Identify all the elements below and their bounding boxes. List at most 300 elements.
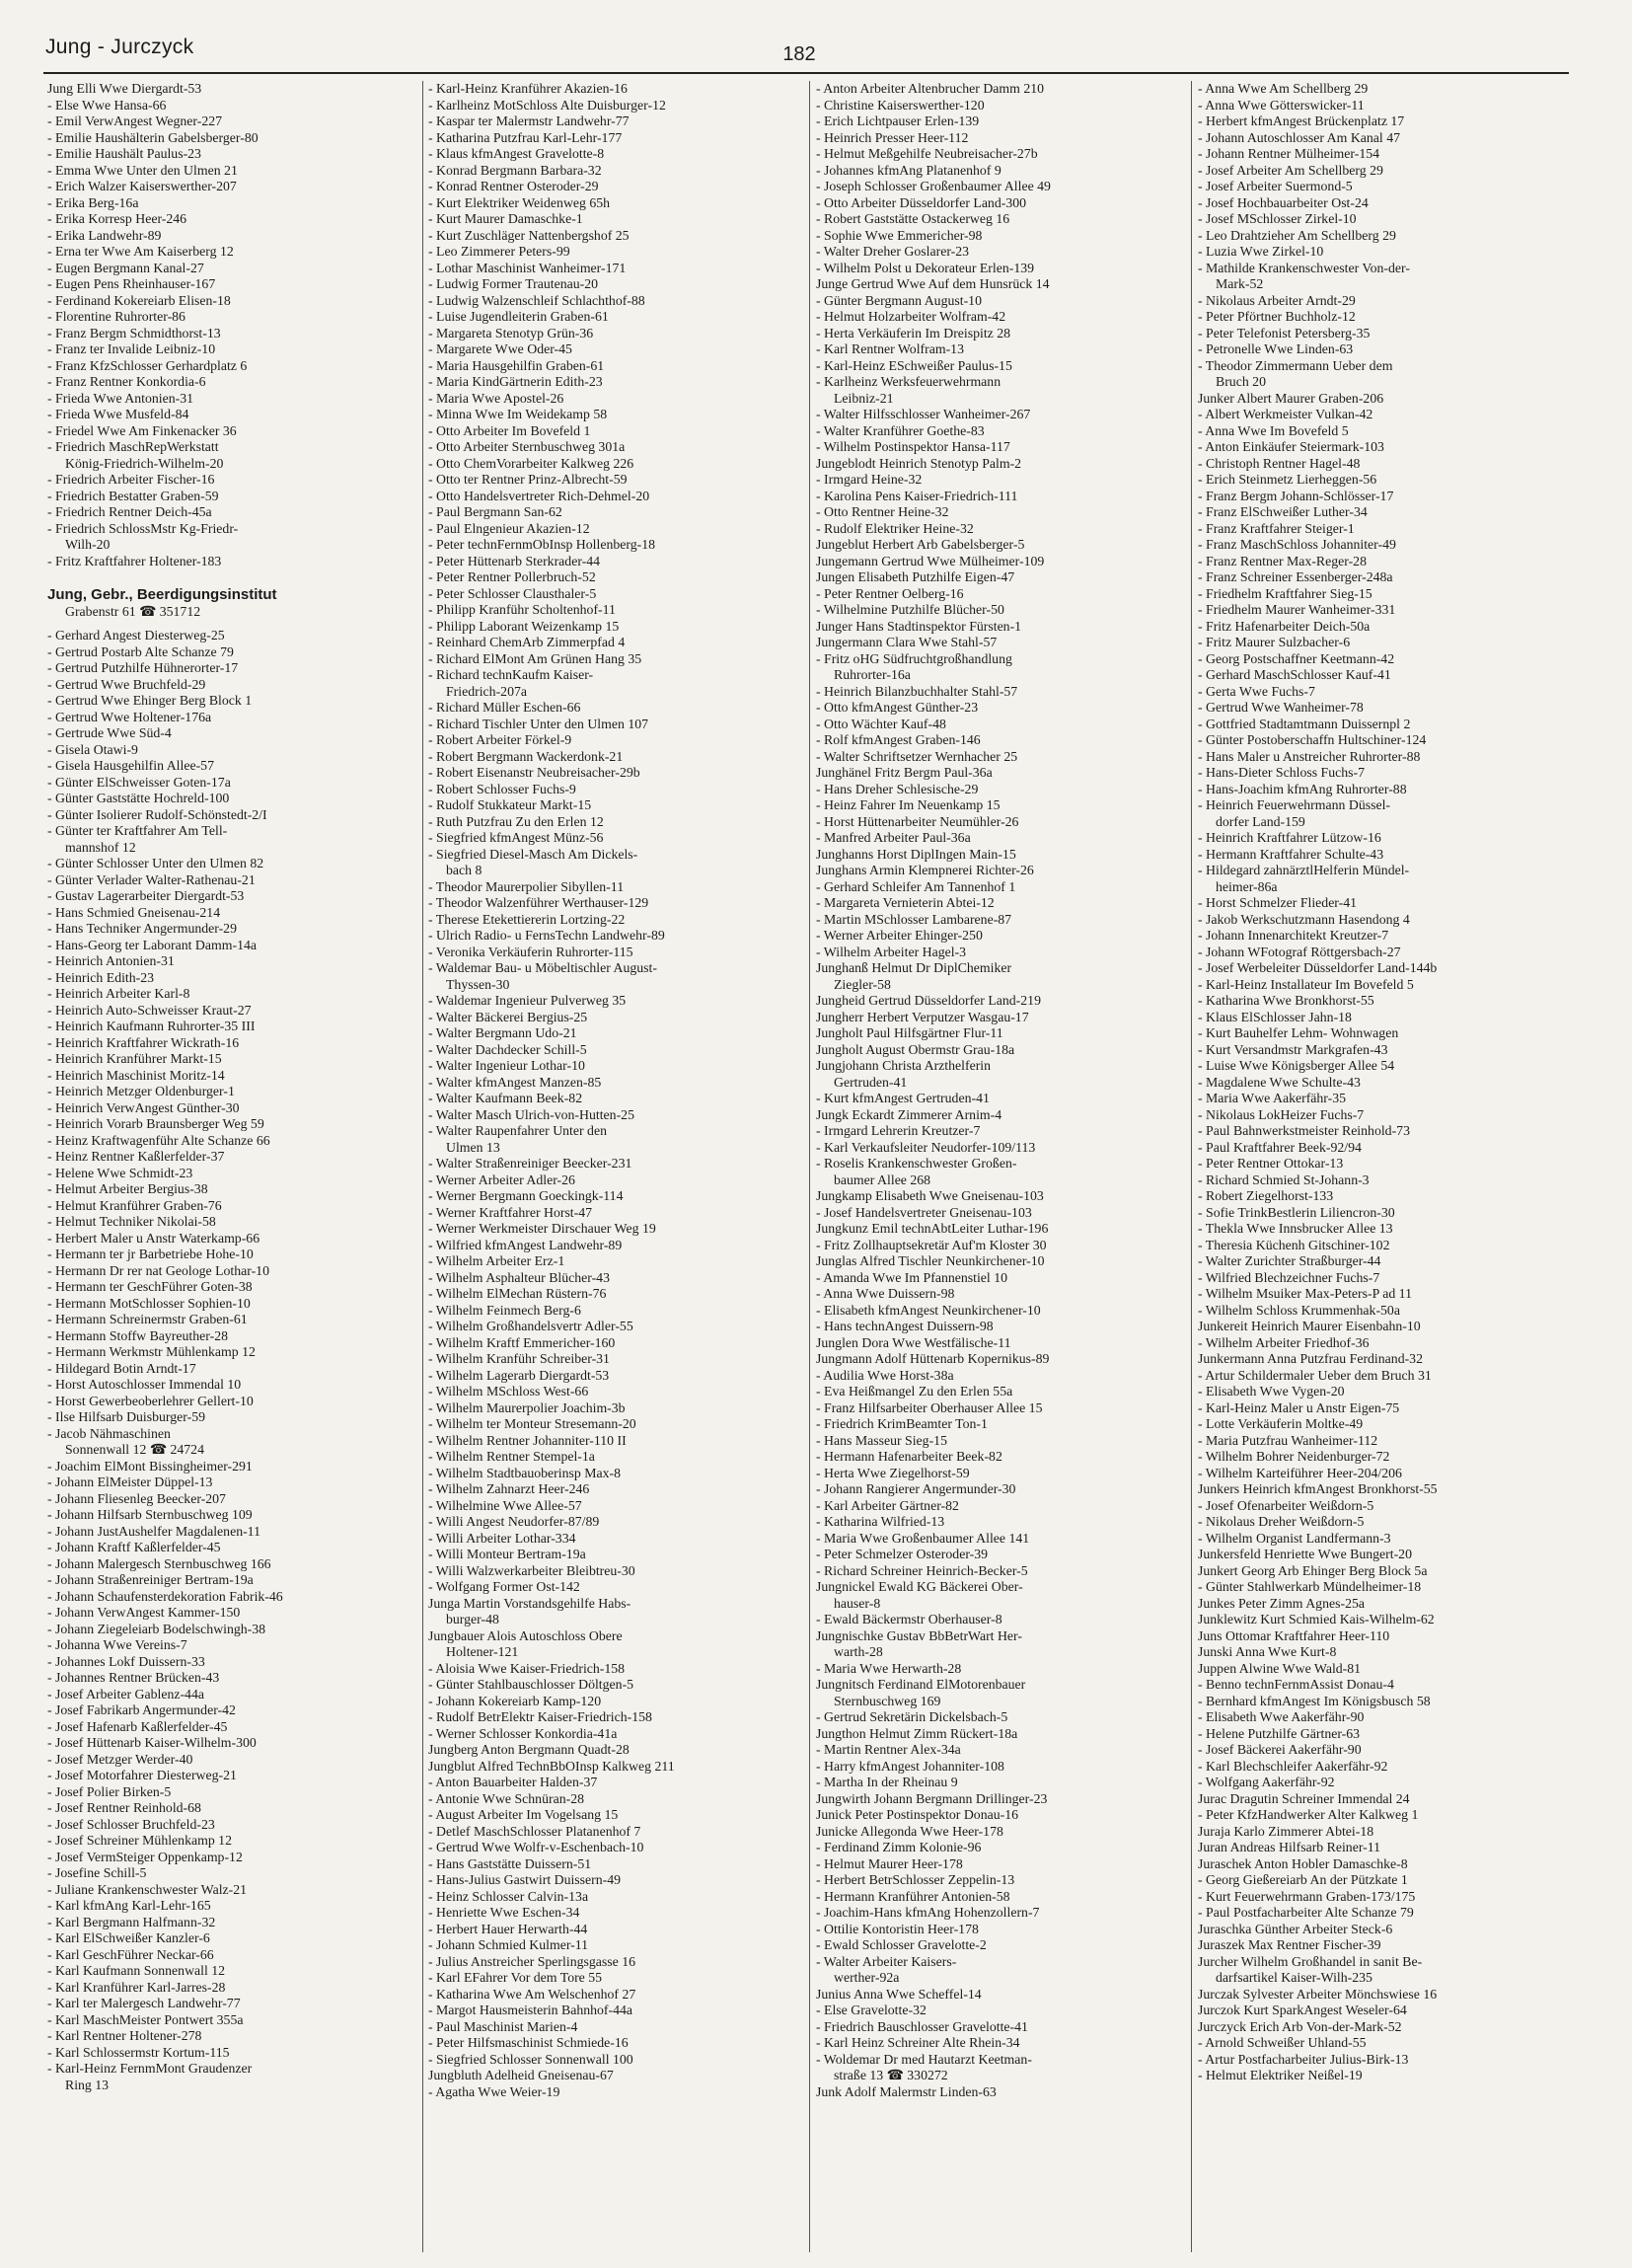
directory-entry: - Wilhelm Arbeiter Hagel-3 bbox=[816, 944, 967, 959]
directory-entry: - Petronelle Wwe Linden-63 bbox=[1198, 341, 1354, 356]
directory-entry: - Kurt Feuerwehrmann Graben-173/175 bbox=[1198, 1888, 1416, 1904]
directory-entry: - Hans Maler u Anstreicher Ruhrorter-88 bbox=[1198, 748, 1421, 764]
directory-entry: - Klaus ElSchlosser Jahn-18 bbox=[1198, 1009, 1352, 1024]
directory-entry: - Otto ChemVorarbeiter Kalkweg 226 bbox=[428, 455, 634, 471]
directory-entry: - Robert Arbeiter Förkel-9 bbox=[428, 732, 572, 747]
directory-entry: - Wilfried kfmAngest Landwehr-89 bbox=[428, 1237, 623, 1252]
directory-entry: - Wilhelm Großhandelsvertr Adler-55 bbox=[428, 1319, 633, 1333]
directory-entry: Jurcher Wilhelm Großhandel in sanit Be- bbox=[1198, 1953, 1423, 1969]
directory-entry: - Theodor Zimmermann Ueber dem bbox=[1198, 357, 1393, 373]
directory-entry: - Karl kfmAng Karl-Lehr-165 bbox=[47, 1898, 211, 1913]
directory-entry: - Hans technAngest Duissern-98 bbox=[816, 1319, 994, 1333]
directory-entry: Jurac Dragutin Schreiner Immendal 24 bbox=[1198, 1790, 1410, 1806]
directory-entry: Jungeblut Herbert Arb Gabelsberger-5 bbox=[816, 537, 1025, 552]
directory-entry: Jungbauer Alois Autoschloss Obere bbox=[428, 1627, 623, 1643]
entry-continuation: straße 13 ☎ 330272 bbox=[834, 2068, 948, 2082]
directory-entry: - Walter Bergmann Udo-21 bbox=[428, 1025, 577, 1040]
entry-continuation: warth-28 bbox=[834, 1644, 883, 1659]
directory-entry: - Heinz Fahrer Im Neuenkamp 15 bbox=[816, 797, 1001, 812]
directory-entry: - Emilie Haushälterin Gabelsberger-80 bbox=[47, 129, 259, 145]
directory-entry: - Hermann Schreinermstr Graben-61 bbox=[47, 1312, 248, 1326]
directory-entry: Jungeblodt Heinrich Stenotyp Palm-2 bbox=[816, 455, 1022, 471]
directory-entry: - Gertrud Wwe Holtener-176a bbox=[47, 709, 212, 724]
directory-entry: - Josefine Schill-5 bbox=[47, 1865, 147, 1880]
directory-entry: - Johann Hilfsarb Sternbuschweg 109 bbox=[47, 1507, 253, 1522]
directory-entry: - Karl Rentner Wolfram-13 bbox=[816, 341, 964, 356]
directory-entry: - Walter Schriftsetzer Wernhacher 25 bbox=[816, 748, 1018, 764]
directory-entry: - Heinrich Antonien-31 bbox=[47, 953, 175, 968]
entry-continuation: dorfer Land-159 bbox=[1216, 813, 1305, 829]
directory-entry: - Gustav Lagerarbeiter Diergardt-53 bbox=[47, 888, 245, 903]
directory-entry: - Artur Schildermaler Ueber dem Bruch 31 bbox=[1198, 1367, 1432, 1383]
entry-continuation: Gertruden-41 bbox=[834, 1074, 908, 1090]
directory-entry: - Hans-Georg ter Laborant Damm-14a bbox=[47, 937, 257, 952]
directory-entry: - Christoph Rentner Hagel-48 bbox=[1198, 455, 1361, 471]
column-divider bbox=[1191, 81, 1192, 2252]
spacer bbox=[47, 620, 417, 628]
directory-entry: - Waldemar Bau- u Möbeltischler August- bbox=[428, 960, 657, 975]
directory-entry: Juppen Alwine Wwe Wald-81 bbox=[1198, 1660, 1362, 1676]
directory-entry: - Johann Autoschlosser Am Kanal 47 bbox=[1198, 129, 1401, 145]
directory-entry: - Werner Kraftfahrer Horst-47 bbox=[428, 1204, 593, 1220]
directory-entry: - Karl Arbeiter Gärtner-82 bbox=[816, 1497, 959, 1513]
directory-entry: - Anton Arbeiter Altenbrucher Damm 210 bbox=[816, 81, 1045, 96]
directory-entry: - Emma Wwe Unter den Ulmen 21 bbox=[47, 162, 238, 178]
directory-entry: - Heinrich Auto-Schweisser Kraut-27 bbox=[47, 1002, 252, 1018]
directory-entry: - Siegfried kfmAngest Münz-56 bbox=[428, 830, 604, 845]
directory-entry: - Katharina Putzfrau Karl-Lehr-177 bbox=[428, 129, 623, 145]
directory-entry: - Erich Walzer Kaiserswerther-207 bbox=[47, 179, 237, 193]
directory-entry: - Roselis Krankenschwester Großen- bbox=[816, 1156, 1017, 1171]
directory-entry: - Minna Wwe Im Weidekamp 58 bbox=[428, 407, 608, 421]
directory-entry: Jungkunz Emil technAbtLeiter Luthar-196 bbox=[816, 1221, 1049, 1236]
directory-entry: - Ottilie Kontoristin Heer-178 bbox=[816, 1921, 979, 1936]
directory-entry: - Gerta Wwe Fuchs-7 bbox=[1198, 683, 1315, 699]
directory-entry: - Fritz Kraftfahrer Holtener-183 bbox=[47, 553, 222, 568]
directory-entry: - Jakob Werkschutzmann Hasendong 4 bbox=[1198, 911, 1410, 927]
directory-entry: - Franz Bergm Johann-Schlösser-17 bbox=[1198, 488, 1394, 503]
directory-entry: - Karl-Heinz ESchweißer Paulus-15 bbox=[816, 357, 1012, 373]
directory-entry: - Günter Postoberschaffn Hultschiner-124 bbox=[1198, 732, 1427, 747]
directory-entry: - Johann Malergesch Sternbuschweg 166 bbox=[47, 1555, 271, 1571]
directory-entry: Jungnitsch Ferdinand ElMotorenbauer bbox=[816, 1677, 1026, 1692]
directory-entry: - Walter Kaufmann Beek-82 bbox=[428, 1091, 583, 1105]
directory-entry: - Irmgard Lehrerin Kreutzer-7 bbox=[816, 1123, 981, 1138]
directory-entry: - Richard technKaufm Kaiser- bbox=[428, 667, 594, 682]
directory-entry: - Hans-Julius Gastwirt Duissern-49 bbox=[428, 1872, 622, 1887]
directory-entry: - Fritz Maurer Sulzbacher-6 bbox=[1198, 635, 1351, 649]
directory-entry: - Helmut Meßgehilfe Neubreisacher-27b bbox=[816, 146, 1038, 161]
directory-entry: - Herbert kfmAngest Brückenplatz 17 bbox=[1198, 113, 1405, 128]
directory-entry: - Walter Bäckerei Bergius-25 bbox=[428, 1009, 588, 1024]
directory-entry: Junick Peter Postinspektor Donau-16 bbox=[816, 1807, 1019, 1822]
directory-entry: - Mathilde Krankenschwester Von-der- bbox=[1198, 260, 1410, 275]
directory-entry: Jungherr Herbert Verputzer Wasgau-17 bbox=[816, 1009, 1029, 1024]
entry-continuation: Holtener-121 bbox=[446, 1644, 519, 1659]
directory-entry: - Helmut Kranführer Graben-76 bbox=[47, 1197, 222, 1213]
entry-continuation: Sonnenwall 12 ☎ 24724 bbox=[65, 1442, 204, 1457]
directory-entry: Jungkamp Elisabeth Wwe Gneisenau-103 bbox=[816, 1188, 1044, 1203]
directory-entry: - Wilhelm Organist Landfermann-3 bbox=[1198, 1530, 1391, 1546]
directory-entry: - Wilhelm Arbeiter Erz-1 bbox=[428, 1253, 565, 1268]
directory-entry: - Wilfried Blechzeichner Fuchs-7 bbox=[1198, 1269, 1380, 1285]
entry-continuation: Sternbuschweg 169 bbox=[834, 1693, 941, 1708]
directory-entry: - Walter Straßenreiniger Beecker-231 bbox=[428, 1156, 632, 1171]
directory-entry: - Nikolaus Arbeiter Arndt-29 bbox=[1198, 292, 1356, 308]
directory-entry: - Josef Hüttenarb Kaiser-Wilhelm-300 bbox=[47, 1735, 257, 1750]
directory-entry: Junkereit Heinrich Maurer Eisenbahn-10 bbox=[1198, 1319, 1421, 1333]
directory-entry: - Theodor Maurerpolier Sibyllen-11 bbox=[428, 878, 625, 894]
directory-entry: - Johann WFotograf Röttgersbach-27 bbox=[1198, 944, 1401, 959]
directory-entry: - Gertrud Sekretärin Dickelsbach-5 bbox=[816, 1709, 1008, 1724]
directory-entry: - Heinrich Edith-23 bbox=[47, 969, 155, 985]
directory-entry: Junghanß Helmut Dr DiplChemiker bbox=[816, 960, 1012, 975]
directory-entry: - Gertrud Wwe Ehinger Berg Block 1 bbox=[47, 693, 253, 708]
directory-entry: - Peter Rentner Oelberg-16 bbox=[816, 585, 964, 601]
directory-entry: - Johann Fliesenleg Beecker-207 bbox=[47, 1490, 226, 1506]
directory-entry: - Ferdinand Kokereiarb Elisen-18 bbox=[47, 292, 231, 308]
directory-entry: - Werner Arbeiter Adler-26 bbox=[428, 1172, 575, 1187]
directory-entry: - Georg Gießereiarb An der Pützkate 1 bbox=[1198, 1872, 1408, 1887]
directory-entry: - Erich Lichtpauser Erlen-139 bbox=[816, 113, 980, 128]
directory-entry: Junghans Armin Klempnerei Richter-26 bbox=[816, 863, 1034, 877]
directory-entry: - Helmut Arbeiter Bergius-38 bbox=[47, 1181, 208, 1196]
directory-entry: - Johann Kraftf Kaßlerfelder-45 bbox=[47, 1540, 221, 1554]
directory-entry: - Paul Bahnwerkstmeister Reinhold-73 bbox=[1198, 1123, 1410, 1138]
directory-entry: - Heinrich Presser Heer-112 bbox=[816, 129, 969, 145]
directory-entry: Jungthon Helmut Zimm Rückert-18a bbox=[816, 1725, 1018, 1741]
directory-entry: - Peter Rentner Ottokar-13 bbox=[1198, 1156, 1344, 1171]
directory-entry: - Willi Monteur Bertram-19a bbox=[428, 1547, 586, 1561]
directory-entry: - Nikolaus Dreher Weißdorn-5 bbox=[1198, 1514, 1365, 1529]
directory-entry: Jungmann Adolf Hüttenarb Kopernikus-89 bbox=[816, 1351, 1050, 1366]
directory-entry: - Friedrich SchlossMstr Kg-Friedr- bbox=[47, 520, 239, 536]
entry-continuation: hauser-8 bbox=[834, 1595, 881, 1611]
directory-entry: - Günter Stahlbauschlosser Döltgen-5 bbox=[428, 1677, 634, 1692]
directory-entry: - Anna Wwe Duissern-98 bbox=[816, 1286, 955, 1301]
directory-entry: - Franz Kraftfahrer Steiger-1 bbox=[1198, 520, 1355, 536]
directory-entry: - Philipp Kranführ Scholtenhof-11 bbox=[428, 602, 616, 617]
directory-entry: - Werner Arbeiter Ehinger-250 bbox=[816, 928, 983, 943]
directory-entry: - Karl-Heinz FernmMont Graudenzer bbox=[47, 2061, 253, 2076]
directory-entry: - Gertrud Postarb Alte Schanze 79 bbox=[47, 643, 234, 659]
directory-entry: - Friedel Wwe Am Finkenacker 36 bbox=[47, 422, 237, 438]
directory-entry: - Ulrich Radio- u FernsTechn Landwehr-89 bbox=[428, 928, 665, 943]
entry-continuation: Leibniz-21 bbox=[834, 390, 894, 406]
directory-entry: - Karlheinz MotSchloss Alte Duisburger-12 bbox=[428, 97, 666, 113]
entry-continuation: burger-48 bbox=[446, 1612, 499, 1626]
entry-continuation: Thyssen-30 bbox=[446, 976, 510, 992]
directory-entry: - Heinrich Metzger Oldenburger-1 bbox=[47, 1084, 235, 1098]
directory-entry: - Günter Stahlwerkarb Mündelheimer-18 bbox=[1198, 1579, 1422, 1594]
directory-entry: - Waldemar Ingenieur Pulverweg 35 bbox=[428, 993, 627, 1008]
directory-entry: - Friedhelm Maurer Wanheimer-331 bbox=[1198, 602, 1396, 617]
directory-entry: Jungermann Clara Wwe Stahl-57 bbox=[816, 635, 998, 649]
directory-entry: - Karl ElSchweißer Kanzler-6 bbox=[47, 1930, 210, 1945]
directory-entry: - Karl-Heinz Kranführer Akazien-16 bbox=[428, 81, 628, 96]
directory-entry: - Johann Schaufensterdekoration Fabrik-46 bbox=[47, 1588, 283, 1604]
directory-entry: - Magdalene Wwe Schulte-43 bbox=[1198, 1074, 1361, 1090]
directory-entry: Jurczyck Erich Arb Von-der-Mark-52 bbox=[1198, 2018, 1402, 2034]
directory-entry: - Franz Rentner Max-Reger-28 bbox=[1198, 553, 1367, 568]
directory-entry: - Joseph Schlosser Großenbaumer Allee 49 bbox=[816, 179, 1051, 193]
directory-entry: - Maria Wwe Apostel-26 bbox=[428, 390, 564, 406]
directory-entry: - Katharina Wwe Am Welschenhof 27 bbox=[428, 1986, 636, 2002]
directory-entry: - Maria Wwe Herwarth-28 bbox=[816, 1660, 962, 1676]
directory-entry: - Heinrich Kaufmann Ruhrorter-35 III bbox=[47, 1019, 256, 1033]
directory-entry: - Kaspar ter Malermstr Landwehr-77 bbox=[428, 113, 630, 128]
directory-entry: - Heinrich Arbeiter Karl-8 bbox=[47, 986, 190, 1001]
directory-entry: - Josef Motorfahrer Diesterweg-21 bbox=[47, 1768, 237, 1782]
directory-entry: - Günter Gaststätte Hochreld-100 bbox=[47, 791, 230, 805]
directory-entry: - Fritz Zollhauptsekretär Auf'm Kloster 30 bbox=[816, 1237, 1047, 1252]
directory-entry: - Hans Masseur Sieg-15 bbox=[816, 1432, 947, 1448]
directory-entry: - Josef Ofenarbeiter Weißdorn-5 bbox=[1198, 1497, 1374, 1513]
directory-entry: - Maria Wwe Großenbaumer Allee 141 bbox=[816, 1530, 1030, 1546]
directory-entry: - Wilhelm Kranführ Schreiber-31 bbox=[428, 1351, 610, 1366]
directory-entry: - Karl Blechschleifer Aakerfähr-92 bbox=[1198, 1758, 1388, 1774]
directory-entry: - Robert Bergmann Wackerdonk-21 bbox=[428, 748, 624, 764]
directory-entry: Jungwirth Johann Bergmann Drillinger-23 bbox=[816, 1790, 1048, 1806]
directory-entry: - Maria Wwe Aakerfähr-35 bbox=[1198, 1091, 1347, 1105]
directory-entry: - Josef Polier Birken-5 bbox=[47, 1783, 172, 1799]
directory-entry: - Gerhard MaschSchlosser Kauf-41 bbox=[1198, 667, 1391, 682]
entry-continuation: Ziegler-58 bbox=[834, 976, 891, 992]
directory-entry: - Fritz Hafenarbeiter Deich-50a bbox=[1198, 618, 1371, 634]
directory-entry: - Hermann Kranführer Antonien-58 bbox=[816, 1888, 1010, 1904]
directory-entry: - Ferdinand Zimm Kolonie-96 bbox=[816, 1840, 982, 1854]
directory-entry: - Emilie Haushält Paulus-23 bbox=[47, 146, 201, 161]
directory-entry: - Erna ter Wwe Am Kaiserberg 12 bbox=[47, 244, 234, 259]
directory-entry: - Kurt Zuschläger Nattenbergshof 25 bbox=[428, 227, 630, 243]
directory-entry: Junkermann Anna Putzfrau Ferdinand-32 bbox=[1198, 1351, 1423, 1366]
directory-entry: - Horst Schmelzer Flieder-41 bbox=[1198, 895, 1358, 910]
directory-entry: - Hermann Dr rer nat Geologe Lothar-10 bbox=[47, 1262, 269, 1278]
directory-entry: - Lothar Maschinist Wanheimer-171 bbox=[428, 260, 627, 275]
directory-entry: - Johann JustAushelfer Magdalenen-11 bbox=[47, 1523, 260, 1539]
directory-entry: - Karl-Heinz Maler u Anstr Eigen-75 bbox=[1198, 1399, 1400, 1415]
directory-entry: - Helene Putzhilfe Gärtner-63 bbox=[1198, 1725, 1361, 1741]
directory-entry: - Frieda Wwe Antonien-31 bbox=[47, 390, 194, 406]
directory-entry: - Otto kfmAngest Günther-23 bbox=[816, 700, 979, 715]
directory-entry: - Friedrich Rentner Deich-45a bbox=[47, 504, 212, 519]
directory-entry: - Richard ElMont Am Grünen Hang 35 bbox=[428, 650, 642, 666]
directory-entry: Junger Hans Stadtinspektor Fürsten-1 bbox=[816, 618, 1022, 634]
directory-entry: - Wilhelm ter Monteur Stresemann-20 bbox=[428, 1416, 636, 1431]
entry-continuation: König-Friedrich-Wilhelm-20 bbox=[65, 455, 224, 471]
directory-entry: - Wilhelm Zahnarzt Heer-246 bbox=[428, 1481, 590, 1496]
directory-entry: - Ewald Schlosser Gravelotte-2 bbox=[816, 1937, 987, 1952]
directory-entry: - Siegfried Schlosser Sonnenwall 100 bbox=[428, 2051, 633, 2067]
directory-entry: - Heinrich Kranführer Markt-15 bbox=[47, 1051, 222, 1066]
directory-entry: - Wilhelm Arbeiter Friedhof-36 bbox=[1198, 1334, 1370, 1350]
directory-entry: - Maria KindGärtnerin Edith-23 bbox=[428, 374, 603, 389]
directory-entry: - Walter Dachdecker Schill-5 bbox=[428, 1041, 587, 1057]
directory-entry: - Richard Müller Eschen-66 bbox=[428, 700, 581, 715]
directory-entry: - Walter Ingenieur Lothar-10 bbox=[428, 1058, 585, 1073]
running-header-range: Jung - Jurczyck bbox=[45, 36, 194, 58]
directory-entry: Jungen Elisabeth Putzhilfe Eigen-47 bbox=[816, 569, 1015, 584]
directory-entry: Jung Elli Wwe Diergardt-53 bbox=[47, 81, 202, 96]
directory-entry: - Wolfgang Former Ost-142 bbox=[428, 1579, 580, 1594]
column-1 bbox=[47, 81, 417, 2252]
page-number: 182 bbox=[782, 43, 816, 65]
directory-entry: - Erich Steinmetz Lierheggen-56 bbox=[1198, 472, 1377, 487]
directory-entry: - Elisabeth kfmAngest Neunkirchener-10 bbox=[816, 1302, 1041, 1318]
directory-entry: - Helmut Holzarbeiter Wolfram-42 bbox=[816, 309, 1006, 324]
directory-entry: - Luise Wwe Königsberger Allee 54 bbox=[1198, 1058, 1395, 1073]
directory-entry: - Karolina Pens Kaiser-Friedrich-111 bbox=[816, 488, 1018, 503]
directory-entry: - Josef Werbeleiter Düsseldorfer Land-144b bbox=[1198, 960, 1438, 975]
directory-entry: - Wilhelm Feinmech Berg-6 bbox=[428, 1302, 581, 1318]
directory-entry: - Johann Rentner Mülheimer-154 bbox=[1198, 146, 1380, 161]
directory-entry: - Ruth Putzfrau Zu den Erlen 12 bbox=[428, 813, 604, 829]
directory-entry: - Elisabeth Wwe Aakerfähr-90 bbox=[1198, 1709, 1365, 1724]
directory-entry: - Wilhelm Rentner Johanniter-110 II bbox=[428, 1432, 627, 1448]
directory-entry: - Karl Schlossermstr Kortum-115 bbox=[47, 2044, 230, 2060]
directory-entry: - Franz MaschSchloss Johanniter-49 bbox=[1198, 537, 1396, 552]
directory-entry: - Karlheinz Werksfeuerwehrmann bbox=[816, 374, 1001, 389]
directory-entry: - Karl ter Malergesch Landwehr-77 bbox=[47, 1996, 241, 2010]
directory-entry: - Josef Schreiner Mühlenkamp 12 bbox=[47, 1833, 232, 1848]
directory-entry: - Helmut Elektriker Neißel-19 bbox=[1198, 2068, 1363, 2082]
directory-entry: - Artur Postfacharbeiter Julius-Birk-13 bbox=[1198, 2051, 1409, 2067]
directory-entry: - Friedrich Bauschlosser Gravelotte-41 bbox=[816, 2018, 1028, 2034]
directory-entry: - Walter Masch Ulrich-von-Hutten-25 bbox=[428, 1106, 634, 1122]
directory-entry: - Johann Straßenreiniger Bertram-19a bbox=[47, 1572, 254, 1587]
directory-entry: - Heinz Schlosser Calvin-13a bbox=[428, 1888, 589, 1904]
directory-entry: Jungnischke Gustav BbBetrWart Her- bbox=[816, 1627, 1022, 1643]
directory-entry: - Helmut Techniker Nikolai-58 bbox=[47, 1214, 216, 1229]
directory-entry: - Heinrich Kraftfahrer Lützow-16 bbox=[1198, 830, 1381, 845]
directory-entry: - Thekla Wwe Innsbrucker Allee 13 bbox=[1198, 1221, 1393, 1236]
directory-entry: - Wolfgang Aakerfähr-92 bbox=[1198, 1775, 1335, 1789]
directory-entry: - Walter Hilfsschlosser Wanheimer-267 bbox=[816, 407, 1031, 421]
entry-continuation: Ulmen 13 bbox=[446, 1139, 500, 1155]
directory-entry: - Friedrich MaschRepWerkstatt bbox=[47, 439, 219, 454]
directory-entry: Junglen Dora Wwe Westfälische-11 bbox=[816, 1334, 1011, 1350]
directory-entry: - Ludwig Former Trautenau-20 bbox=[428, 276, 599, 291]
directory-entry: - Hans-Joachim kfmAng Ruhrorter-88 bbox=[1198, 781, 1407, 796]
directory-entry: - Hermann Hafenarbeiter Beek-82 bbox=[816, 1449, 1002, 1464]
directory-entry: - Willi Angest Neudorfer-87/89 bbox=[428, 1514, 600, 1529]
directory-entry: - Robert Schlosser Fuchs-9 bbox=[428, 781, 576, 796]
directory-entry: Jungblut Alfred TechnBbOInsp Kalkweg 211 bbox=[428, 1758, 675, 1774]
directory-entry: - Nikolaus LokHeizer Fuchs-7 bbox=[1198, 1106, 1365, 1122]
directory-entry: - Manfred Arbeiter Paul-36a bbox=[816, 830, 971, 845]
directory-entry: - Wilhelm Rentner Stempel-1a bbox=[428, 1449, 595, 1464]
directory-entry: - Wilhelm Msuiker Max-Peters-P ad 11 bbox=[1198, 1286, 1412, 1301]
directory-entry: - Katharina Wilfried-13 bbox=[816, 1514, 945, 1529]
directory-entry: - Peter KfzHandwerker Alter Kalkweg 1 bbox=[1198, 1807, 1419, 1822]
directory-entry: Junge Gertrud Wwe Auf dem Hunsrück 14 bbox=[816, 276, 1050, 291]
directory-entry: - Paul Kraftfahrer Beek-92/94 bbox=[1198, 1139, 1362, 1155]
directory-entry: - Horst Autoschlosser Immendal 10 bbox=[47, 1377, 242, 1392]
directory-entry: - Rudolf Elektriker Heine-32 bbox=[816, 520, 974, 536]
directory-entry: - Richard Tischler Unter den Ulmen 107 bbox=[428, 716, 649, 731]
directory-entry: - Philipp Laborant Weizenkamp 15 bbox=[428, 618, 620, 634]
directory-entry: - Richard Schmied St-Johann-3 bbox=[1198, 1172, 1370, 1187]
directory-entry: Jungemann Gertrud Wwe Mülheimer-109 bbox=[816, 553, 1045, 568]
directory-entry: - Detlef MaschSchlosser Platanenhof 7 bbox=[428, 1823, 641, 1839]
directory-entry: - Martha In der Rheinau 9 bbox=[816, 1775, 958, 1789]
directory-entry: - Florentine Ruhrorter-86 bbox=[47, 309, 185, 324]
directory-entry: - Walter Zurichter Straßburger-44 bbox=[1198, 1253, 1381, 1268]
directory-entry: - Günter ElSchweisser Goten-17a bbox=[47, 774, 231, 790]
directory-entry: Junicke Allegonda Wwe Heer-178 bbox=[816, 1823, 1003, 1839]
directory-entry: - Karl Rentner Holtener-278 bbox=[47, 2028, 202, 2043]
directory-entry: - Friedrich KrimBeamter Ton-1 bbox=[816, 1416, 988, 1431]
directory-entry: - Kurt Maurer Damaschke-1 bbox=[428, 211, 583, 226]
directory-entry: - Herta Verkäuferin Im Dreispitz 28 bbox=[816, 325, 1011, 340]
directory-entry: - Karl Heinz Schreiner Alte Rhein-34 bbox=[816, 2035, 1020, 2050]
directory-entry: - Anton Einkäufer Steiermark-103 bbox=[1198, 439, 1384, 454]
directory-entry: - Gertrude Wwe Süd-4 bbox=[47, 725, 172, 740]
directory-entry: - Margot Hausmeisterin Bahnhof-44a bbox=[428, 2003, 633, 2017]
directory-entry: - Wilhelm Asphalteur Blücher-43 bbox=[428, 1269, 610, 1285]
directory-entry: - Josef Fabrikarb Angermunder-42 bbox=[47, 1702, 236, 1717]
directory-entry: - Herbert Maler u Anstr Waterkamp-66 bbox=[47, 1230, 260, 1246]
directory-entry: - Maria Hausgehilfin Graben-61 bbox=[428, 357, 605, 373]
directory-entry: - Walter Dreher Goslarer-23 bbox=[816, 244, 970, 259]
directory-entry: Junkersfeld Henriette Wwe Bungert-20 bbox=[1198, 1547, 1412, 1561]
entry-continuation: werther-92a bbox=[834, 1970, 900, 1985]
entry-continuation: Grabenstr 61 ☎ 351712 bbox=[65, 603, 201, 619]
directory-entry: - Eva Heißmangel Zu den Erlen 55a bbox=[816, 1384, 1013, 1399]
directory-entry: - Hermann ter jr Barbetriebe Hohe-10 bbox=[47, 1247, 254, 1261]
directory-entry: - Franz ElSchweißer Luther-34 bbox=[1198, 504, 1368, 519]
directory-entry: - Robert Ziegelhorst-133 bbox=[1198, 1188, 1334, 1203]
directory-entry: - Konrad Bergmann Barbara-32 bbox=[428, 162, 602, 178]
directory-entry: - Paul Bergmann San-62 bbox=[428, 504, 562, 519]
directory-entry: - Paul Postfacharbeiter Alte Schanze 79 bbox=[1198, 1905, 1414, 1920]
directory-entry: - Henriette Wwe Eschen-34 bbox=[428, 1905, 580, 1920]
directory-entry: - Jacob Nähmaschinen bbox=[47, 1425, 171, 1441]
directory-entry: - Gertrud Wwe Wanheimer-78 bbox=[1198, 700, 1364, 715]
directory-entry: - Kurt Bauhelfer Lehm- Wohnwagen bbox=[1198, 1025, 1399, 1040]
directory-entry: - Willi Arbeiter Lothar-334 bbox=[428, 1530, 576, 1546]
directory-entry: - Peter Schmelzer Osteroder-39 bbox=[816, 1547, 989, 1561]
directory-entry: - Josef Arbeiter Am Schellberg 29 bbox=[1198, 162, 1383, 178]
directory-entry: - Gerhard Angest Diesterweg-25 bbox=[47, 628, 225, 643]
entry-continuation: baumer Allee 268 bbox=[834, 1172, 931, 1187]
directory-entry: - Peter Hüttenarb Sterkrader-44 bbox=[428, 553, 601, 568]
directory-entry: - Hermann MotSchlosser Sophien-10 bbox=[47, 1295, 251, 1311]
directory-entry: - Theresia Küchenh Gitschiner-102 bbox=[1198, 1237, 1390, 1252]
directory-entry: Jungnickel Ewald KG Bäckerei Ober- bbox=[816, 1579, 1023, 1594]
directory-entry: Junghanns Horst DiplIngen Main-15 bbox=[816, 846, 1016, 862]
directory-entry: - Wilhelm MSchloss West-66 bbox=[428, 1384, 589, 1399]
directory-entry: - Anton Bauarbeiter Halden-37 bbox=[428, 1775, 598, 1789]
directory-entry: - Josef VermSteiger Oppenkamp-12 bbox=[47, 1849, 243, 1864]
directory-entry: Junkers Heinrich kfmAngest Bronkhorst-55 bbox=[1198, 1481, 1438, 1496]
entry-continuation: Ruhrorter-16a bbox=[834, 667, 911, 682]
directory-entry: - Hermann Werkmstr Mühlenkamp 12 bbox=[47, 1344, 256, 1359]
directory-entry: - Ludwig Walzenschleif Schlachthof-88 bbox=[428, 292, 645, 308]
column-divider bbox=[422, 81, 423, 2252]
directory-entry: - Wilhelm Maurerpolier Joachim-3b bbox=[428, 1399, 626, 1415]
directory-entry: - Hans Schmied Gneisenau-214 bbox=[47, 904, 221, 920]
directory-entry: - Günter ter Kraftfahrer Am Tell- bbox=[47, 823, 228, 838]
directory-entry: - Emil VerwAngest Wegner-227 bbox=[47, 113, 223, 128]
directory-entry: - Herbert Hauer Herwarth-44 bbox=[428, 1921, 588, 1936]
directory-entry: - Heinrich Feuerwehrmann Düssel- bbox=[1198, 797, 1391, 812]
column-4 bbox=[1198, 81, 1573, 2252]
directory-entry: - Julius Anstreicher Sperlingsgasse 16 bbox=[428, 1953, 635, 1969]
directory-entry: - Walter Raupenfahrer Unter den bbox=[428, 1123, 607, 1138]
directory-entry: - Katharina Wwe Bronkhorst-55 bbox=[1198, 993, 1374, 1008]
directory-entry: - Wilhelm Postinspektor Hansa-117 bbox=[816, 439, 1010, 454]
